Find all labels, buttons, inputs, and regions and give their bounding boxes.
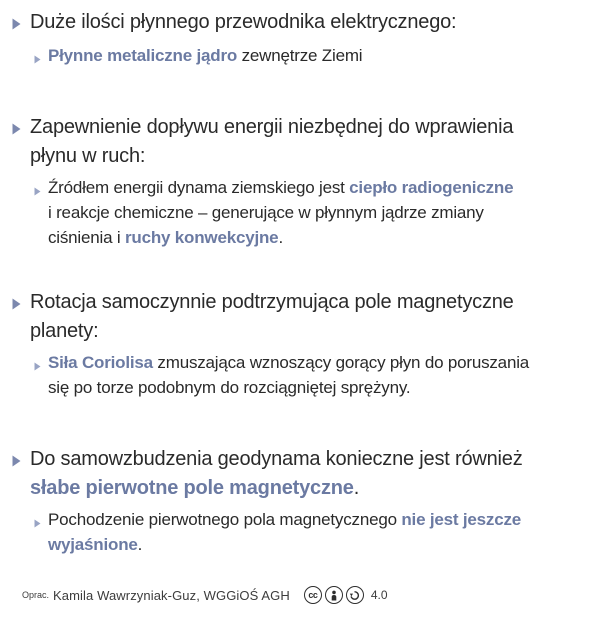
license-badge <box>304 586 367 604</box>
accent-text: ruchy konwekcyjne <box>124 228 279 247</box>
bullet-sub-line <box>48 532 521 557</box>
bullet-main-line <box>30 113 513 142</box>
plain-text: płynu w ruch: <box>30 145 146 167</box>
sub-bullet-arrow-icon <box>34 175 48 201</box>
bullet-item-main <box>12 113 600 171</box>
plain-text: . <box>353 477 360 499</box>
accent-text: nie jest jeszcze <box>401 510 522 529</box>
plain-text: Do samowzbudzenia geodynama konieczne jest również <box>30 448 523 470</box>
sub-bullet-text <box>48 350 529 400</box>
accent-text: słabe pierwotne pole magnetyczne <box>30 477 354 499</box>
bullet-text <box>30 288 514 346</box>
bullet-sub-line <box>48 225 513 250</box>
plain-text: ciśnienia i <box>48 228 125 247</box>
slide-footer <box>12 586 600 604</box>
bullet-sub-line <box>48 200 513 225</box>
plain-text: się po torze podobnym do rozciągniętej sprężyny. <box>48 378 411 397</box>
plain-text: i reakcje chemiczne – generujące w płynnym jądrze zmiany <box>48 203 484 222</box>
attribution-icon <box>325 586 343 604</box>
plain-text: planety: <box>30 320 99 342</box>
accent-text: Siła Coriolisa <box>48 353 153 372</box>
sub-bullet-text <box>48 43 362 68</box>
accent-text: Płynne metaliczne jądro <box>48 46 238 65</box>
bullet-arrow-icon <box>12 8 30 35</box>
plain-text: zewnętrze Ziemi <box>237 46 363 65</box>
bullet-main-line <box>30 288 514 317</box>
bullet-sub-line <box>48 175 513 200</box>
plain-text: Zapewnienie dopływu energii niezbędnej do wprawienia <box>30 116 514 138</box>
bullet-main-line <box>30 8 456 37</box>
bullet-main-line <box>30 474 523 503</box>
bullet-item-sub <box>34 507 600 557</box>
license-version: 4.0 <box>370 588 388 602</box>
sub-bullet-arrow-icon <box>34 507 48 533</box>
sub-bullet-arrow-icon <box>34 350 48 376</box>
sub-bullet-arrow-icon <box>34 43 48 69</box>
plain-text: Źródłem energii dynama ziemskiego jest <box>48 178 350 197</box>
plain-text: Pochodzenie pierwotnego pola magnetycznego <box>48 510 402 529</box>
bullet-sub-line <box>48 350 529 375</box>
sub-bullet-text <box>48 175 513 250</box>
sub-bullet-text <box>48 507 521 557</box>
bullet-item-main <box>12 288 600 346</box>
accent-text: ciepło radiogeniczne <box>349 178 514 197</box>
bullet-arrow-icon <box>12 445 30 472</box>
bullet-arrow-icon <box>12 113 30 140</box>
bullet-text <box>30 445 523 503</box>
bullet-item-main <box>12 8 600 37</box>
bullet-main-line <box>30 445 523 474</box>
plain-text: . <box>278 228 283 247</box>
bullet-section <box>12 288 600 400</box>
share-alike-icon <box>346 586 364 604</box>
bullet-arrow-icon <box>12 288 30 315</box>
plain-text: . <box>137 535 143 554</box>
bullet-sub-line <box>48 375 529 400</box>
bullet-sub-line <box>48 507 521 532</box>
plain-text: Duże ilości płynnego przewodnika elektrycznego: <box>30 11 457 33</box>
footer-prefix: Oprac. <box>22 590 50 600</box>
plain-text: Rotacja samoczynnie podtrzymująca pole magnetyczne <box>30 291 514 313</box>
bullet-sub-line <box>48 43 362 68</box>
bullet-main-line <box>30 142 513 171</box>
bullet-item-main <box>12 445 600 503</box>
accent-text: wyjaśnione <box>48 535 138 554</box>
bullet-item-sub <box>34 175 600 250</box>
bullet-text <box>30 8 456 37</box>
bullet-text <box>30 113 513 171</box>
bullet-section <box>12 445 600 557</box>
footer-credit: Kamila Wawrzyniak-Guz, WGGiOŚ AGH <box>53 587 290 603</box>
bullet-item-sub <box>34 350 600 400</box>
bullet-main-line <box>30 317 514 346</box>
bullet-section <box>12 8 600 69</box>
bullet-item-sub <box>34 43 600 69</box>
bullet-section <box>12 113 600 250</box>
plain-text: zmuszająca wznoszący gorący płyn do poruszania <box>152 353 530 372</box>
cc-icon: cc <box>304 586 322 604</box>
